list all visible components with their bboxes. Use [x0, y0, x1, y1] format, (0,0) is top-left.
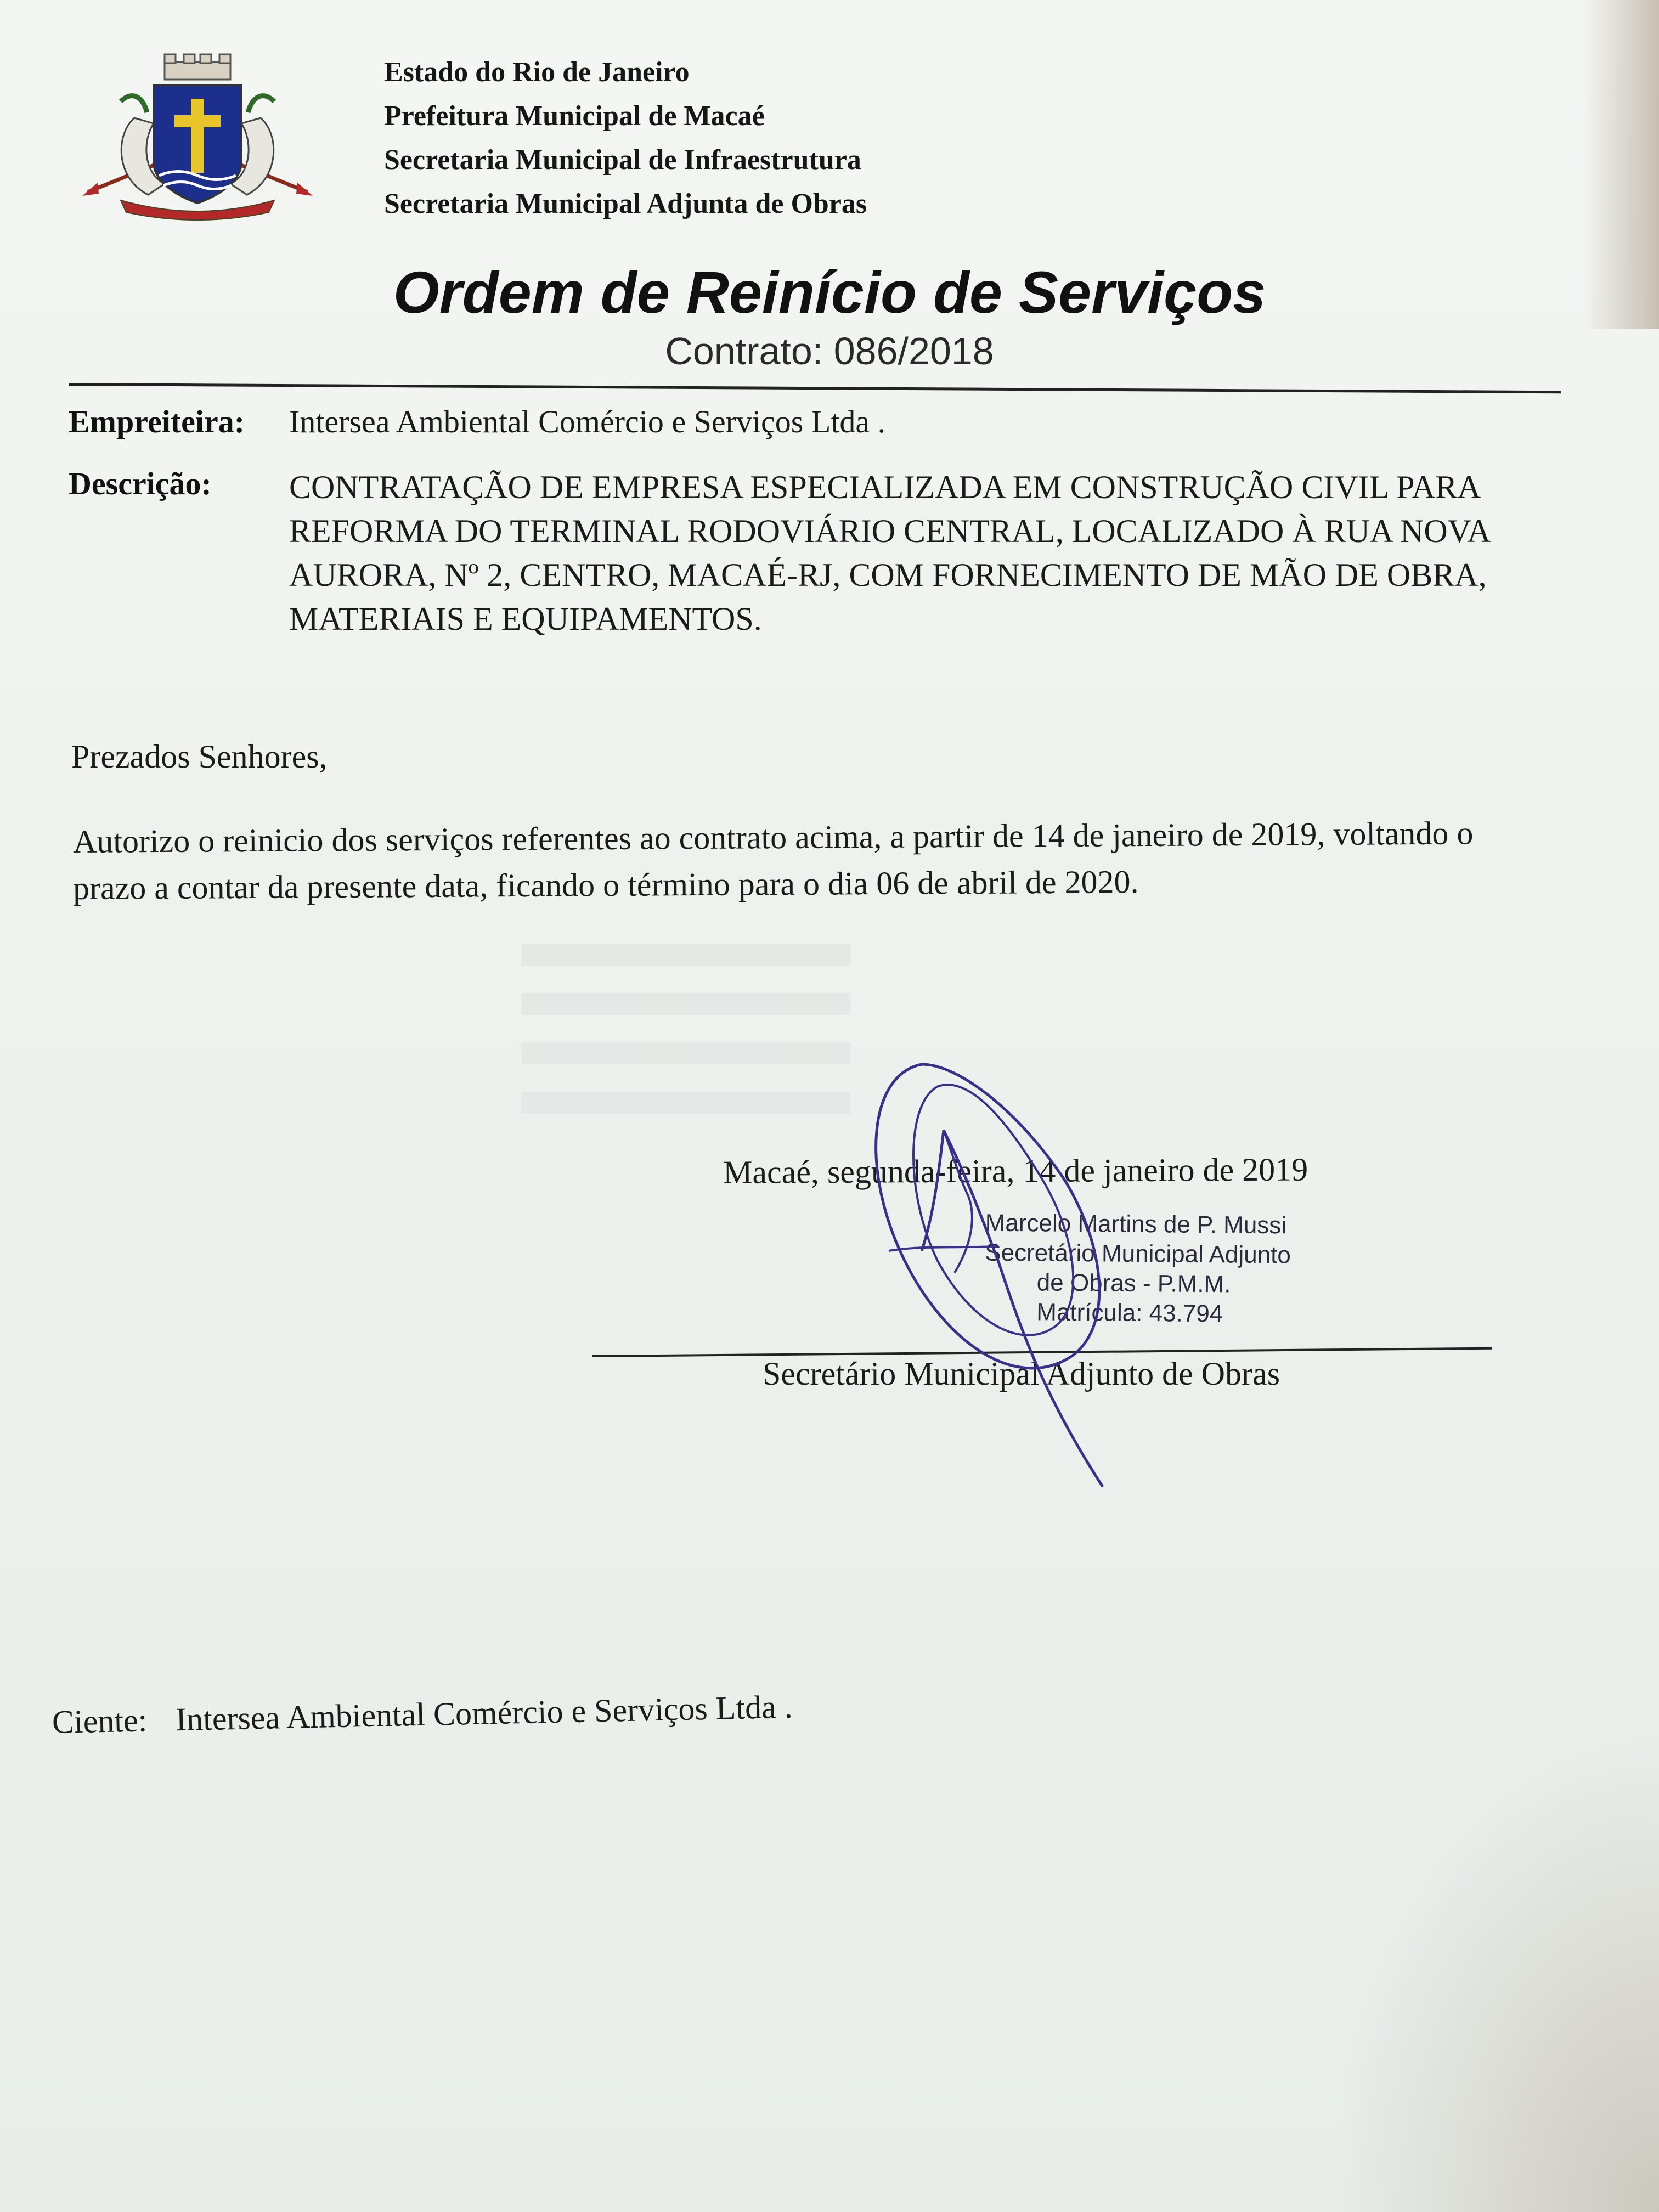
show-through-texture [521, 944, 850, 1119]
contractor-value: Intersea Ambiental Comércio e Serviços Ltda . [289, 404, 886, 439]
description-line: AURORA, Nº 2, CENTRO, MACAÉ-RJ, COM FORNECIMENTO DE MÃO DE OBRA, [289, 557, 1487, 593]
acknowledgment [52, 1688, 793, 1741]
greeting: Prezados Senhores, [71, 738, 328, 775]
header-line: Secretaria Municipal de Infraestrutura [384, 144, 861, 176]
stamp-line: Secretário Municipal Adjunto [985, 1239, 1291, 1269]
header-institution-block [384, 50, 867, 226]
description-line: CONTRATAÇÃO DE EMPRESA ESPECIALIZADA EM CONSTRUÇÃO CIVIL PARA [289, 469, 1481, 505]
page-shadow-bottom [1330, 1718, 1659, 2212]
stamp-line: Marcelo Martins de P. Mussi [985, 1209, 1287, 1239]
acknowledgment-label: Ciente: [52, 1702, 148, 1740]
stamp-line: Matrícula: 43.794 [1036, 1299, 1223, 1328]
header-line: Prefeitura Municipal de Macaé [384, 100, 765, 132]
stamp-line: de Obras - P.M.M. [1036, 1269, 1231, 1298]
description-line: REFORMA DO TERMINAL RODOVIÁRIO CENTRAL, LOCALIZADO À RUA NOVA [289, 513, 1491, 549]
description-block [289, 465, 1491, 641]
description-label: Descrição: [69, 466, 212, 501]
contract-number: Contrato: 086/2018 [665, 330, 994, 373]
handwritten-signature [856, 1053, 1152, 1492]
body-paragraph-line: prazo a contar da presente data, ficando o término para o dia 06 de abril de 2020. [72, 864, 1139, 906]
coat-of-arms-icon [82, 52, 313, 222]
header-line: Estado do Rio de Janeiro [384, 57, 690, 88]
acknowledgment-value: Intersea Ambiental Comércio e Serviços Ltda . [175, 1688, 793, 1738]
body-paragraph-line: Autorizo o reinicio dos serviços referentes ao contrato acima, a partir de 14 de janeiro de 2019, voltando o [72, 815, 1474, 860]
document-title: Ordem de Reinício de Serviços [393, 259, 1266, 325]
place-and-date: Macaé, segunda-feira, 14 de janeiro de 2019 [723, 1151, 1308, 1190]
signature-role: Secretário Municipal Adjunto de Obras [763, 1356, 1280, 1392]
contractor-label: Empreiteira: [69, 404, 245, 439]
header-line: Secretaria Municipal Adjunta de Obras [384, 188, 867, 219]
description-line: MATERIAIS E EQUIPAMENTOS. [289, 601, 762, 637]
header-divider [69, 383, 1561, 393]
